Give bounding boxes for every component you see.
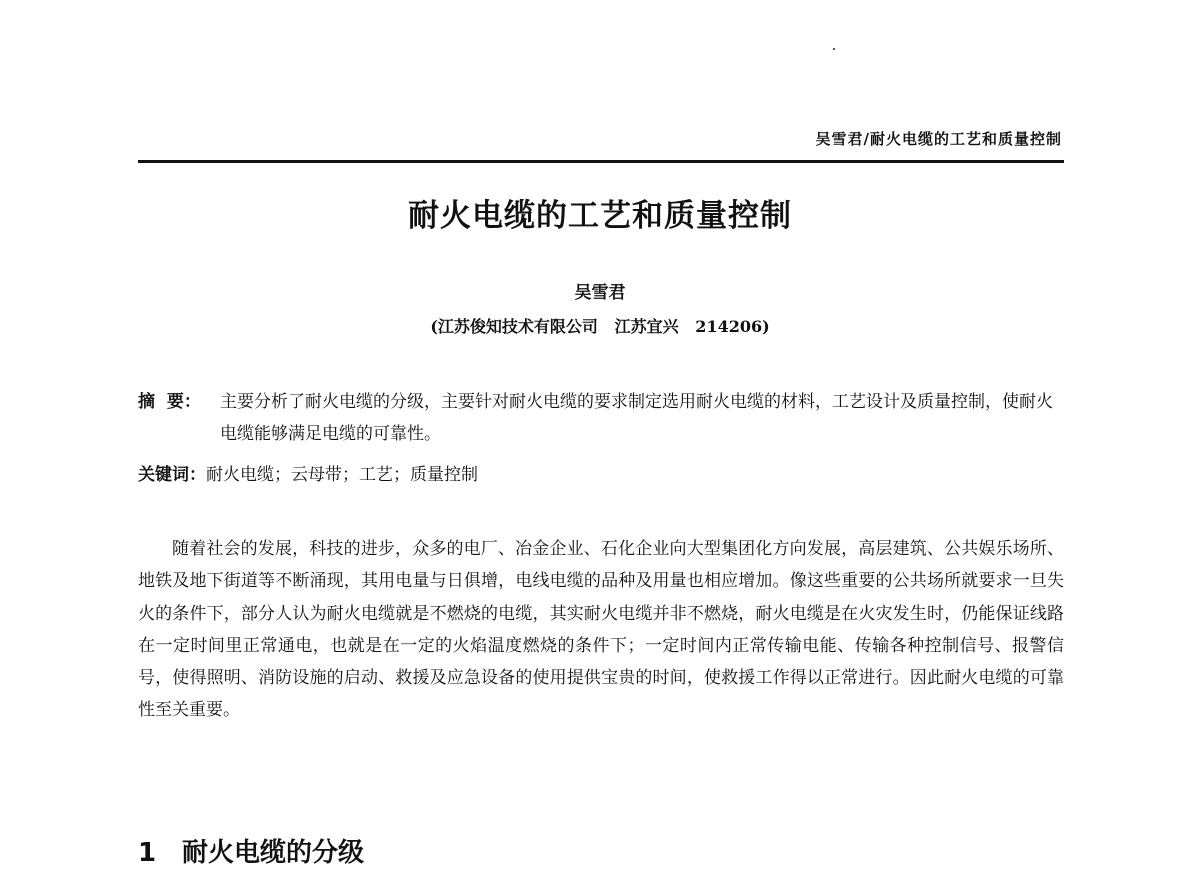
- scan-speck: [833, 48, 835, 50]
- author-affiliation: (江苏俊知技术有限公司 江苏宜兴 214206): [430, 317, 770, 336]
- section-number: 1: [138, 838, 157, 868]
- abstract-label: 摘 要：: [138, 392, 201, 412]
- running-header: 吴雪君/耐火电缆的工艺和质量控制: [815, 130, 1062, 148]
- keywords-label: 关键词：: [138, 465, 206, 485]
- header-rule: [138, 160, 1064, 163]
- abstract-block: [138, 386, 1064, 450]
- paper-title: 耐火电缆的工艺和质量控制: [408, 198, 792, 234]
- section-title: 耐火电缆的分级: [182, 838, 365, 868]
- intro-paragraph: 随着社会的发展，科技的进步，众多的电厂、冶金企业、石化企业向大型集团化方向发展，高层建筑、公共娱乐场所、地铁及地下街道等不断涌现，其用电量与日俱增，电线电缆的品种及用量也相应增加。像这些重要的公共场所就要求一旦失火的条件下，部分人认为耐火电缆就是不燃烧的电缆，其实耐火电缆并非不燃烧，耐火电缆是在火灾发生时，仍能保证线路在一定时间里正常通电，也就是在一定的火焰温度燃烧的条件下；一定时间内正常传输电能、传输各种控制信号、报警信号，使得照明、消防设施的启动、救援及应急设备的使用提供宝贵的时间，使救援工作得以正常进行。因此耐火电缆的可靠性至关重要。: [138, 539, 1064, 721]
- keywords-block: [138, 459, 478, 491]
- abstract-text: 主要分析了耐火电缆的分级，主要针对耐火电缆的要求制定选用耐火电缆的材料，工艺设计及质量控制，使耐火电缆能够满足电缆的可靠性。: [220, 392, 1053, 444]
- keywords-text: 耐火电缆；云母带；工艺；质量控制: [206, 465, 478, 485]
- author-name: 吴雪君: [574, 283, 626, 303]
- section-heading: [138, 832, 364, 869]
